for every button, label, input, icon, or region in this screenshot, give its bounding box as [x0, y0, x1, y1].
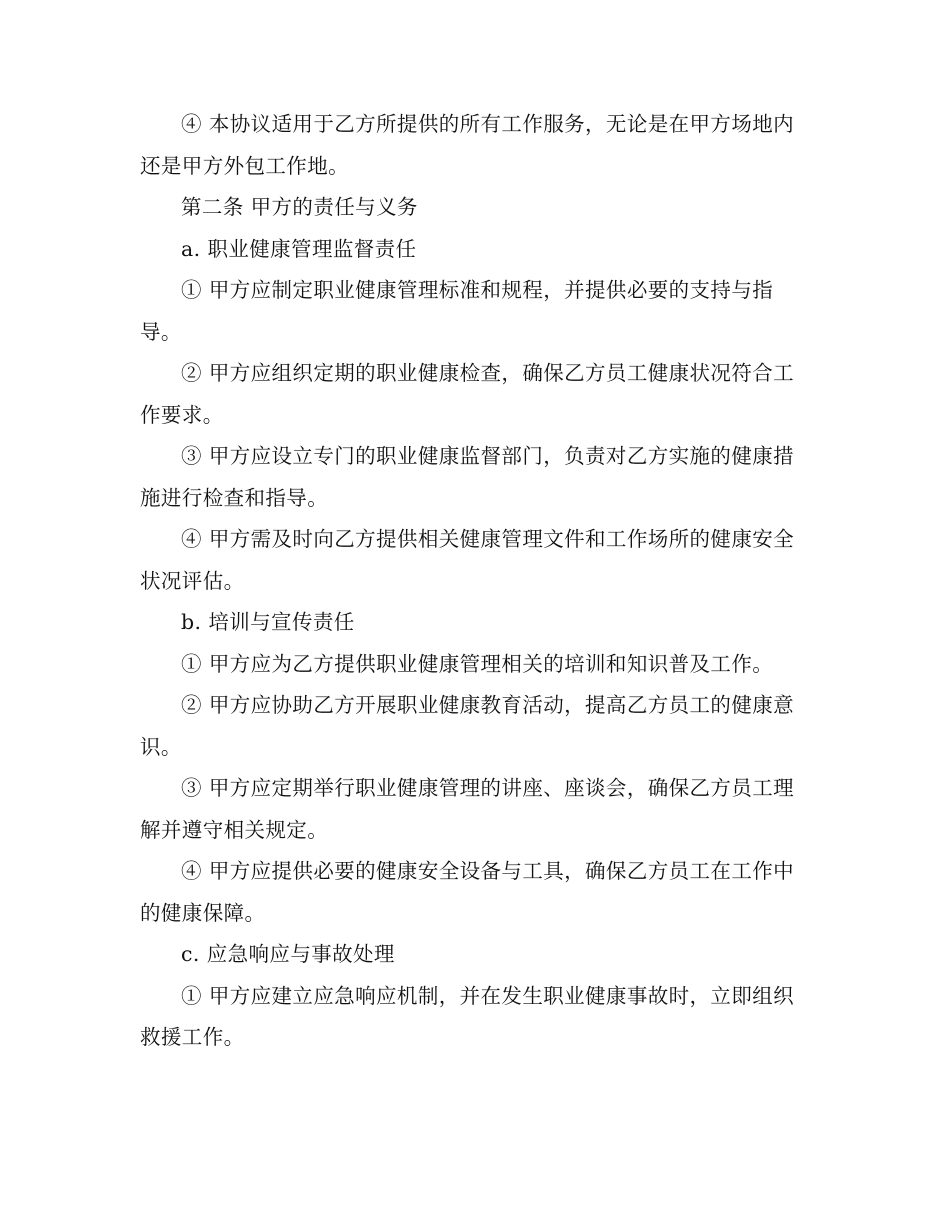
paragraph-b3: ③ 甲方应定期举行职业健康管理的讲座、座谈会，确保乙方员工理解并遵守相关规定。: [140, 776, 795, 842]
paragraph-a3: ③ 甲方应设立专门的职业健康监督部门，负责对乙方实施的健康措施进行检查和指导。: [140, 444, 795, 510]
paragraph-a2: ② 甲方应组织定期的职业健康检查，确保乙方员工健康状况符合工作要求。: [140, 361, 795, 427]
paragraph-a1: ① 甲方应制定职业健康管理标准和规程，并提供必要的支持与指导。: [140, 278, 774, 344]
subheading-b: b. 培训与宣传责任: [181, 610, 355, 634]
section-heading-article-2: 第二条 甲方的责任与义务: [181, 195, 418, 219]
paragraph-b1: ① 甲方应为乙方提供职业健康管理相关的培训和知识普及工作。: [181, 651, 774, 676]
paragraph-a4: ④ 甲方需及时向乙方提供相关健康管理文件和工作场所的健康安全状况评估。: [140, 527, 795, 593]
subheading-a: a. 职业健康管理监督责任: [181, 236, 417, 261]
paragraph-b4: ④ 甲方应提供必要的健康安全设备与工具，确保乙方员工在工作中的健康保障。: [140, 859, 795, 925]
paragraph-scope-clause: ④ 本协议适用于乙方所提供的所有工作服务，无论是在甲方场地内还是甲方外包工作地。: [140, 112, 795, 178]
paragraph-c1: ① 甲方应建立应急响应机制，并在发生职业健康事故时，立即组织救援工作。: [140, 983, 795, 1049]
paragraph-b2: ② 甲方应协助乙方开展职业健康教育活动，提高乙方员工的健康意识。: [140, 693, 795, 759]
document-body: [140, 104, 804, 1059]
subheading-c: c. 应急响应与事故处理: [181, 942, 395, 966]
